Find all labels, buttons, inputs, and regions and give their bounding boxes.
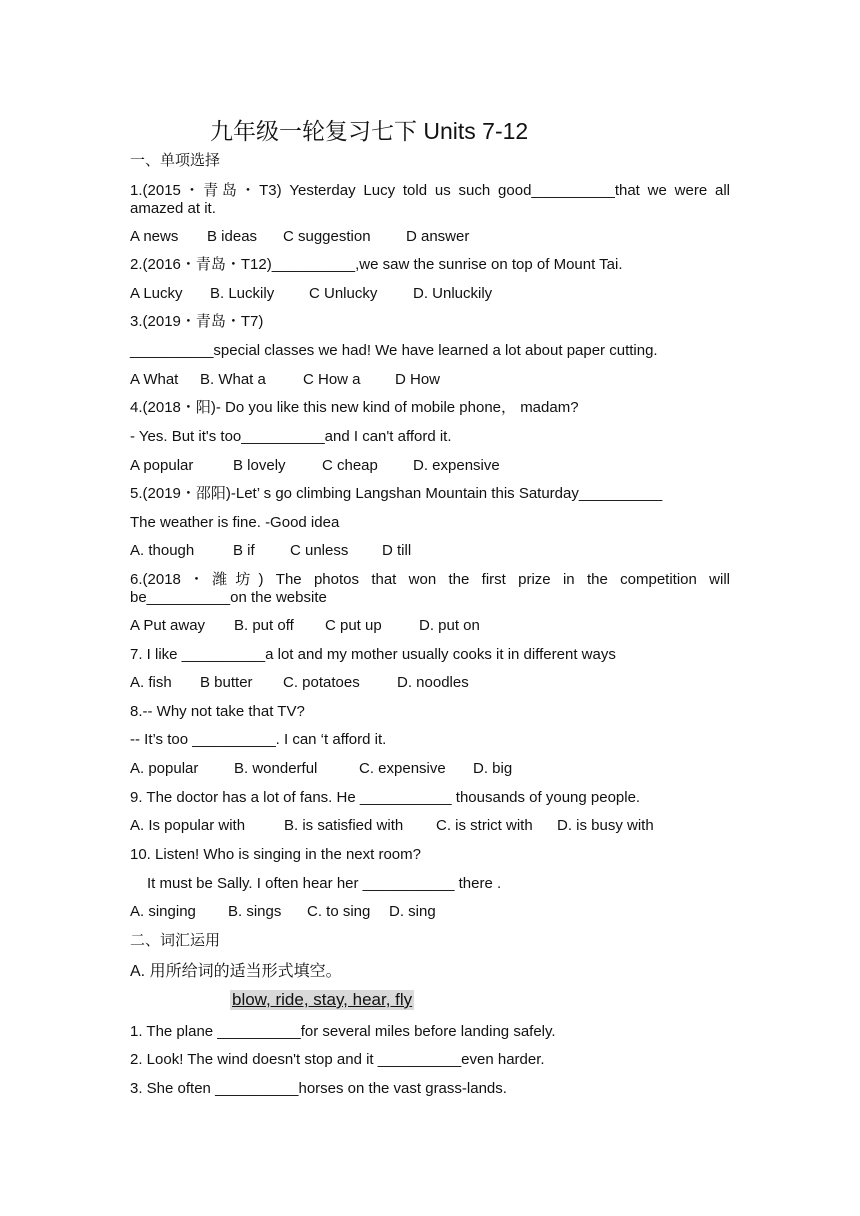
- section-heading-vocabulary: 二、词汇运用: [130, 931, 221, 949]
- option-a: A. though: [130, 542, 195, 559]
- question-3-header: 3.(2019・青岛・T7): [130, 313, 264, 330]
- option-a: A Put away: [130, 617, 206, 634]
- question-9-options: [130, 817, 654, 835]
- option-d: D. put on: [419, 617, 480, 634]
- option-c: C. expensive: [359, 760, 446, 777]
- blank-question-2: 2. Look! The wind doesn't stop and it __________even harder.: [130, 1051, 545, 1068]
- document-title: 九年级一轮复习七下 Units 7-12: [210, 118, 529, 144]
- option-b: B if: [233, 542, 255, 559]
- question-8-line-1: 8.-- Why not take that TV?: [130, 703, 305, 720]
- option-c: C. is strict with: [436, 817, 533, 834]
- question-10-line-1: 10. Listen! Who is singing in the next room?: [130, 846, 421, 863]
- option-a: A. popular: [130, 760, 199, 777]
- question-1-line-1: 1.(2015・青岛・T3) Yesterday Lucy told us such good__________that we were all: [130, 182, 730, 199]
- option-a: A news: [130, 228, 179, 245]
- question-6-line-1: 6.(2018・潍坊) The photos that won the first prize in the competition will: [130, 571, 730, 588]
- option-b: B ideas: [207, 228, 258, 245]
- question-10-line-2: It must be Sally. I often hear her ___________ there .: [147, 875, 502, 892]
- question-7-options: [130, 674, 469, 692]
- question-5-line-2: The weather is fine. -Good idea: [130, 514, 340, 531]
- question-9: 9. The doctor has a lot of fans. He ___________ thousands of young people.: [130, 789, 641, 806]
- section-heading-multiple-choice: 一、单项选择: [130, 151, 221, 169]
- option-c: C cheap: [322, 457, 378, 474]
- question-8-line-2: -- It’s too __________. I can ‘t afford it.: [130, 731, 387, 748]
- blank-question-3: 3. She often __________horses on the vast grass-lands.: [130, 1080, 507, 1097]
- option-a: A Lucky: [130, 285, 183, 302]
- option-c: C. to sing: [307, 903, 371, 920]
- option-c: C Unlucky: [309, 285, 378, 302]
- option-a: A popular: [130, 457, 194, 474]
- option-b: B. sings: [228, 903, 282, 920]
- question-1-options: [130, 228, 469, 246]
- question-5-line-1: 5.(2019・邵阳)-Let’ s go climbing Langshan Mountain this Saturday__________: [130, 485, 663, 502]
- option-d: D till: [382, 542, 412, 559]
- question-6-options: [130, 617, 480, 635]
- question-6-line-2: be__________on the website: [130, 589, 327, 606]
- part-a-instruction: A. 用所给词的适当形式填空。: [130, 963, 342, 980]
- option-a: A. singing: [130, 903, 196, 920]
- question-10-options: [130, 903, 436, 921]
- option-c: C suggestion: [283, 228, 371, 245]
- option-a: A What: [130, 371, 179, 388]
- option-d: D. sing: [389, 903, 436, 920]
- question-3-options: [130, 371, 440, 389]
- option-a: A. Is popular with: [130, 817, 246, 834]
- option-b: B. What a: [200, 371, 266, 388]
- question-5-options: [130, 542, 411, 560]
- question-8-options: [130, 760, 512, 778]
- option-d: D. big: [473, 760, 513, 777]
- option-d: D. Unluckily: [413, 285, 493, 302]
- option-c: C How a: [303, 371, 361, 388]
- option-c: C unless: [290, 542, 349, 559]
- option-d: D. noodles: [397, 674, 469, 691]
- option-d: D. expensive: [413, 457, 500, 474]
- question-4-line-2: - Yes. But it's too__________and I can't afford it.: [130, 428, 452, 445]
- option-d: D answer: [406, 228, 470, 245]
- option-c: C put up: [325, 617, 382, 634]
- option-d: D How: [395, 371, 441, 388]
- question-4-line-1: 4.(2018・阳)- Do you like this new kind of mobile phone， madam?: [130, 399, 579, 416]
- option-a: A. fish: [130, 674, 172, 691]
- option-b: B. wonderful: [234, 760, 318, 777]
- question-4-options: [130, 457, 500, 475]
- question-1-line-2: amazed at it.: [130, 200, 216, 217]
- question-2-options: [130, 285, 492, 303]
- question-2: 2.(2016・青岛・T12)__________,we saw the sunrise on top of Mount Tai.: [130, 256, 623, 273]
- option-b: B. is satisfied with: [284, 817, 404, 834]
- option-b: B. Luckily: [210, 285, 275, 302]
- question-3: __________special classes we had! We have learned a lot about paper cutting.: [130, 342, 658, 359]
- option-b: B lovely: [233, 457, 286, 474]
- option-b: B. put off: [234, 617, 294, 634]
- word-bank: blow, ride, stay, hear, fly: [232, 990, 413, 1009]
- option-c: C. potatoes: [283, 674, 360, 691]
- option-d: D. is busy with: [557, 817, 654, 834]
- question-7: 7. I like __________a lot and my mother usually cooks it in different ways: [130, 646, 616, 663]
- option-b: B butter: [200, 674, 253, 691]
- blank-question-1: 1. The plane __________for several miles before landing safely.: [130, 1023, 556, 1040]
